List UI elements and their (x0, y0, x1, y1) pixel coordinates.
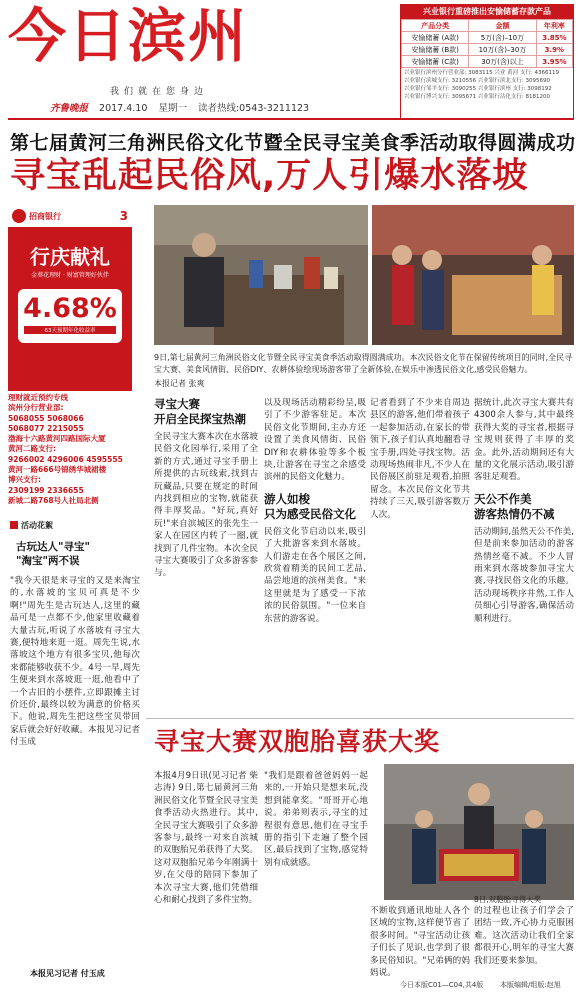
bank-rate-table (401, 19, 573, 68)
table-cell: 3.9% (536, 44, 572, 56)
bottom-column-text: 的过程也让孩子们学会了团结一致,齐心协力克服困难。这次活动让我们全家都很开心,明年的寻宝大赛我们还要来参加。 (474, 906, 574, 966)
column-text: 记者看到了不少来自周边县区的游客,他们带着孩子一起参加活动,在家长的带领下,孩子们认真地翻看寻宝手册,四处寻找宝物。活动现场热闹非凡,不少人在民俗展区前驻足观看,拍照留念。本次民俗文化节共持续了三天,吸引游客数万人次。 (370, 398, 470, 520)
table-row (402, 56, 573, 68)
contact-line: 博兴支行: (8, 475, 41, 485)
main-headline: 寻宝乱起民俗风,万人引爆水落坡 (10, 156, 529, 196)
issue-date: 2017.4.10 (99, 103, 148, 114)
contact-line: 新城二路768号人社局北侧 (8, 495, 99, 505)
masthead-slogan: 我们就在您身边 (110, 87, 209, 97)
brand-logo: 齐鲁晚报 (50, 103, 89, 114)
sub-headline: 第七届黄河三角洲民俗文化节暨全民寻宝美食季活动取得圆满成功 (10, 132, 576, 154)
table-header: 产品分类 (402, 20, 469, 32)
left-story-headline: 古玩达人"寻宝" "淘宝"两不误 (16, 541, 90, 567)
photo-caption: 8日,双胞胎寻得大奖 (474, 895, 542, 904)
article-column (264, 397, 366, 625)
table-cell: 安愉储蓄 (C款) (402, 56, 469, 68)
column-text: 全民寻宝大赛本次在水落坡民俗文化园举行,采用了全新的方式,通过寻宝手册上所提供的古玩线索,找到古玩藏品,只要在规定的时间内找到相应的宝物,就能获得丰厚奖品。"好玩,真好玩!"来自滨城区的张先生一家人在园区内转了一圈,就找到了几件宝物。本次全民寻宝大赛吸引了众多游客参与。 (154, 432, 258, 579)
cmb-rate-note: 63天预期年化收益率 (24, 326, 116, 334)
bottom-column-text: "我们是跟着爸爸妈妈一起来的,一开始只是想来玩,没想到能拿奖。"哥哥开心地说。弟弟则表示,寻宝的过程很有意思,他们在寻宝手册的指引下走遍了整个园区,最后找到了宝物,感觉特别有成就感。 (264, 771, 368, 868)
left-story-body: "我今天很是来寻宝的又是来淘宝的,水落坡的宝贝可真是不少啊!"周先生是古玩达人,这里的藏品可是一点都不少,他家里收藏着大量古玩,听说了水落坡有寻宝大赛,便特地来逛一逛。周先生说,水落坡这个地方有很多宝贝,他每次来都能够收获不少。4号一早,周先生便来到水落坡逛一逛,他看中了一个古旧的小摆件,立即跟摊主讨价还价,最终以较为满意的价格买下。他说,周先生把这些宝贝带回家后就会好好收藏。本报见习记者 付玉成 (10, 576, 140, 748)
footer-editor: 本版编辑/组版:赵旭 (500, 981, 561, 989)
section-divider (146, 718, 574, 719)
contact-line: 兴业银行滨城支行: 3210556 兴业银行滨北支行: 3095690 (404, 78, 550, 84)
footer-edition: 今日本版C01—C04,共4版 (400, 981, 484, 989)
photo-twins-award (384, 764, 574, 900)
table-cell: 5万(含)–10万 (469, 32, 536, 44)
column-text: 以及现场活动精彩纷呈,吸引了不少游客驻足。本次民俗文化节期间,主办方还设置了美食风情街、民俗DIY和农耕体验等多个板块,让游客在寻宝之余感受滨州的民俗文化魅力。 (264, 398, 366, 483)
bottom-column-text: 不断收到通讯地址人各个区域的宝物,这样便节省了很多时间。"寻宝活动让孩子们长了见识,也学到了很多民俗知识。"兄弟俩的妈妈说。 (370, 906, 470, 979)
cmb-anniversary: 3 (119, 209, 128, 223)
contact-line: 兴业银行滨州分行营业部: 3083115 兴业 黄河 支行: 4366119 (404, 70, 559, 76)
table-cell: 3.85% (536, 32, 572, 44)
masthead-info (50, 100, 317, 114)
photo-reporter: 本报记者 张爽 (154, 379, 205, 388)
contact-line: 兴业银行博兴支行: 3095671 兴业银行沾化支行: 8181200 (404, 94, 550, 100)
bottom-column-text: 本报4月9日讯(见习记者 柴志涛) 9日,第七届黄河三角洲民俗文化节暨全民寻宝美食季活动火热进行。其中,全民寻宝大赛吸引了众多游客参与,最终一对来自滨城的双胞胎兄弟获得了大奖。这对双胞胎兄弟今年刚满十岁,在父母的陪同下参加了本次寻宝大赛,他们凭借细心和耐心找到了多件宝物。 (154, 771, 258, 906)
table-header: 年利率 (536, 20, 572, 32)
contact-line: 滨州分行营业部: (8, 403, 64, 413)
bottom-headline: 寻宝大赛双胞胎喜获大奖 (154, 727, 441, 756)
column-text: 据统计,此次寻宝大赛共有4300余人参与,其中最终获得大奖的寻宝者,根据寻宝规则获得了丰厚的奖金。此外,活动期间还有大量的文化展示活动,吸引游客驻足观看。 (474, 398, 574, 483)
table-header: 金额 (469, 20, 536, 32)
cmb-contacts (8, 393, 132, 506)
contact-line: 兴业银行邹平支行: 3090255 兴业银行滨州 支行: 3098192 (404, 86, 552, 92)
article-column (154, 397, 258, 580)
issue-weekday: 星期一 (158, 103, 187, 114)
headline-rule (8, 118, 574, 120)
cmb-promo-note: 金葵花理财 · 财富管理好伙伴 (31, 272, 109, 279)
article-column (474, 397, 574, 625)
bank-ad (400, 4, 574, 120)
bank-logo-icon (12, 209, 26, 223)
cmb-logo-row (8, 205, 132, 227)
column-text: 活动期间,虽然天公不作美,但是前来参加活动的游客热情丝毫不减。不少人冒雨来到水落坡参加寻宝大赛,寻找民俗文化的乐趣。活动现场秩序井然,工作人员细心引导游客,确保活动顺利进行。 (474, 526, 574, 624)
section-heading: 寻宝大赛 开启全民探宝热潮 (154, 397, 246, 426)
article-column (370, 397, 470, 521)
table-cell: 安愉储蓄 (A款) (402, 32, 469, 44)
cmb-ad[interactable] (8, 205, 132, 391)
bank-contacts (401, 68, 573, 102)
section-badge: 活动花絮 (10, 520, 53, 531)
photo-crowd-market (372, 205, 574, 345)
contact-line: 理财就近预约专线 (8, 393, 68, 402)
contact-line: 5068077 2215055 (8, 423, 84, 433)
reader-hotline: 读者热线:0543-3211123 (197, 103, 310, 114)
contact-line: 渤海十六路黄河四路国际大厦 (8, 434, 106, 444)
table-row (402, 32, 573, 44)
cmb-bank-name: 招商银行 (29, 211, 61, 221)
cmb-rate-box (18, 289, 122, 343)
contact-line: 黄河一路666号锦绣华城裙楼 (8, 465, 107, 475)
contact-line: 5068055 5068066 (8, 413, 84, 423)
cmb-rate: 4.68% (23, 293, 117, 324)
table-row (402, 44, 573, 56)
column-text: 民俗文化节启动以来,吸引了大批游客来到水落坡。人们游走在各个展区之间,欣赏着精美的民间工艺品,品尝地道的滨州美食。"来这里就是为了感受一下浓浓的民俗氛围。"一位来自东营的游客说。 (264, 526, 366, 624)
table-header-row (402, 20, 573, 32)
table-cell: 3.95% (536, 56, 572, 68)
cmb-promo-title: 行庆献礼 (30, 245, 110, 269)
left-story-byline: 本报见习记者 付玉成 (30, 969, 105, 978)
bank-ad-title: 兴业银行重磅推出安愉储蓄存款产品 (401, 5, 573, 19)
table-cell: 安愉储蓄 (B款) (402, 44, 469, 56)
contact-line: 黄河二路支行: (8, 444, 56, 454)
table-cell: 10万(含)–30万 (469, 44, 536, 56)
masthead-title: 今日滨州 (8, 2, 249, 70)
photo-caption: 9日,第七届黄河三角洲民俗文化节暨全民寻宝美食季活动取得圆满成功。本次民俗文化节在保留传统项目的同时,全民寻宝大赛、美食风情街、民俗DIY、农耕体验绘现场游客带了全新体验,在娱乐中渗透民俗文化,感受民俗魅力。 (154, 353, 573, 374)
table-cell: 30万(含)以上 (469, 56, 536, 68)
section-heading: 游人如梭 只为感受民俗文化 (264, 491, 356, 521)
contact-line: 9266002 4296006 4595555 (8, 454, 123, 464)
contact-line: 2309199 2336655 (8, 485, 84, 495)
photo-antique-stall (154, 205, 368, 345)
section-heading: 天公不作美 游客热情仍不减 (474, 491, 555, 521)
